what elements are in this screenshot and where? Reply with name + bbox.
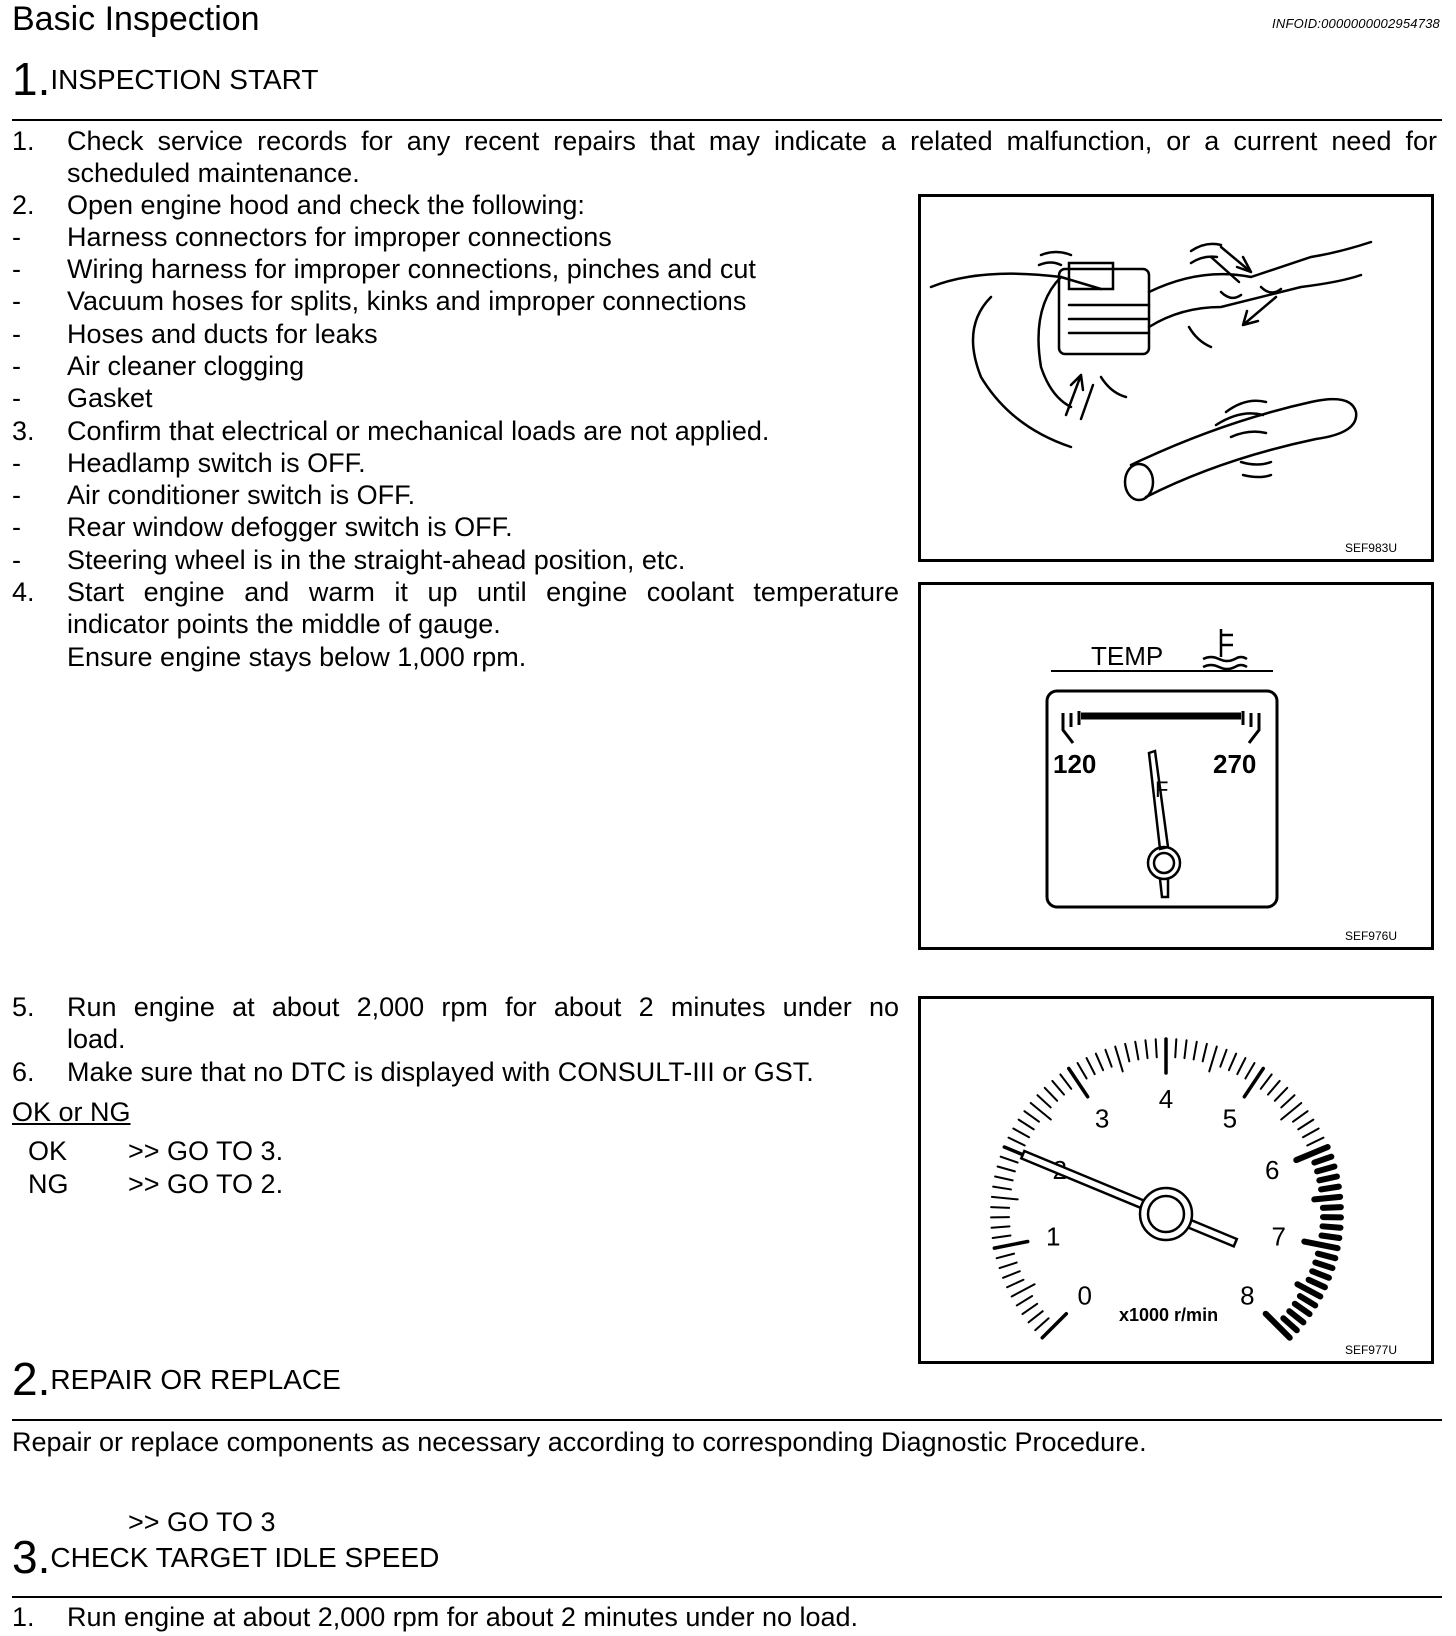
- tach-tick: [1303, 1128, 1319, 1137]
- item-marker: -: [12, 383, 21, 413]
- item-marker: 5.: [12, 992, 35, 1022]
- result-ok-status: OK: [28, 1136, 68, 1166]
- tach-tick: [1019, 1120, 1034, 1130]
- tach-tick: [992, 1197, 1018, 1200]
- item-text: Rear window defogger switch is OFF.: [67, 512, 513, 542]
- tach-tick: [1052, 1081, 1064, 1095]
- item-text: Start engine and warm it up until engine coolant temperature: [67, 577, 899, 607]
- item-marker: -: [12, 319, 21, 349]
- tach-tick: [1042, 1314, 1066, 1338]
- tach-tick: [1069, 1068, 1088, 1096]
- tach-tick: [992, 1226, 1010, 1227]
- item-text: Air cleaner clogging: [67, 351, 305, 381]
- item-marker: 1.: [12, 126, 35, 156]
- tach-tick: [1017, 1296, 1032, 1305]
- item-text: Steering wheel is in the straight-ahead position, etc.: [67, 545, 686, 575]
- tach-tick: [1322, 1236, 1340, 1238]
- step-1-number: 1.: [12, 53, 51, 105]
- item-marker: -: [12, 448, 21, 478]
- tach-tick: [1078, 1063, 1087, 1079]
- step-2-number: 2.: [12, 1353, 51, 1405]
- coolant-temp-icon: [1203, 629, 1247, 669]
- item-text: Run engine at about 2,000 rpm for about 2 minutes under no load.: [67, 1602, 859, 1632]
- figure-temp-gauge: [918, 582, 1434, 950]
- tach-tick: [994, 1242, 1027, 1249]
- tach-unit-label: x1000 r/min: [1119, 1305, 1219, 1325]
- tach-tick: [1314, 1197, 1340, 1200]
- tach-tick: [1261, 1074, 1272, 1088]
- tach-number: 7: [1271, 1221, 1287, 1252]
- item-marker: 6.: [12, 1057, 35, 1087]
- step-3-number: 3.: [12, 1531, 51, 1583]
- temp-low-label: 120: [1053, 749, 1097, 779]
- tach-tick: [1022, 1304, 1037, 1314]
- tach-tick: [1293, 1111, 1308, 1122]
- tach-tick: [995, 1176, 1013, 1180]
- page-title: Basic Inspection: [12, 0, 260, 38]
- tach-tick: [1315, 1263, 1332, 1269]
- item-text: Open engine hood and check the following:: [67, 190, 585, 220]
- item-text: Harness connectors for improper connections: [67, 222, 612, 252]
- tach-tick: [1323, 1226, 1341, 1227]
- tach-tick: [1125, 1044, 1129, 1062]
- tach-tick: [1007, 1280, 1023, 1288]
- item-marker: -: [12, 545, 21, 575]
- tach-tick: [1105, 1050, 1111, 1067]
- item-marker: -: [12, 286, 21, 316]
- tach-tick: [1135, 1042, 1138, 1060]
- tach-tick: [1229, 1054, 1236, 1070]
- tach-number: 6: [1265, 1154, 1280, 1185]
- judgement-label: OK or NG: [12, 1097, 131, 1127]
- tach-tick: [1209, 1047, 1217, 1072]
- item-text: scheduled maintenance.: [67, 158, 360, 188]
- item-text: Run engine at about 2,000 rpm for about 2 minutes under no: [67, 992, 899, 1022]
- tach-tick: [1060, 1074, 1071, 1088]
- tach-tick: [1323, 1207, 1341, 1208]
- figure-tachometer: [918, 996, 1434, 1364]
- temp-gauge-illustration: [921, 585, 1431, 947]
- item-text: load.: [67, 1024, 126, 1054]
- step-1-title: INSPECTION START: [50, 64, 319, 95]
- step-2-rule: [12, 1419, 1442, 1421]
- tach-tick: [1300, 1296, 1315, 1305]
- result-ok-goto-link[interactable]: >> GO TO 3.: [128, 1136, 284, 1166]
- tach-tick: [1012, 1284, 1035, 1296]
- tach-tick: [1307, 1138, 1323, 1146]
- temp-f-label: F: [1155, 777, 1169, 802]
- tach-number: 4: [1158, 1084, 1174, 1114]
- item-marker: -: [12, 351, 21, 381]
- figure-id-3: SEF977U: [1344, 1343, 1397, 1357]
- figure-connector-hose: [918, 194, 1434, 562]
- tach-tick: [1220, 1050, 1226, 1067]
- tach-tick: [1115, 1047, 1123, 1072]
- item-text: Make sure that no DTC is displayed with CONSULT-III or GST.: [67, 1057, 814, 1087]
- item-marker: -: [12, 254, 21, 284]
- tach-number: 5: [1222, 1103, 1238, 1134]
- connector-hose-illustration: [921, 197, 1431, 559]
- item-text: Hoses and ducts for leaks: [67, 319, 378, 349]
- figure-id-1: SEF983U: [1344, 541, 1397, 555]
- tach-tick: [1001, 1157, 1018, 1163]
- tach-tick: [1319, 1176, 1337, 1180]
- step-1-rule: [12, 119, 1442, 121]
- tach-tick: [1096, 1054, 1103, 1070]
- step-2-heading: [12, 1352, 341, 1406]
- tach-tick: [1237, 1058, 1245, 1074]
- item-marker: 3.: [12, 416, 35, 446]
- step-2-title: REPAIR OR REPLACE: [50, 1364, 341, 1395]
- item-marker: -: [12, 222, 21, 252]
- tach-number: 0: [1077, 1280, 1092, 1311]
- tach-number: 1: [1045, 1221, 1061, 1252]
- tach-tick: [1321, 1187, 1339, 1190]
- tach-tick: [1295, 1304, 1310, 1314]
- tach-tick: [1087, 1058, 1095, 1074]
- item-text: Headlamp switch is OFF.: [67, 448, 366, 478]
- item-text: Ensure engine stays below 1,000 rpm.: [67, 642, 527, 672]
- tach-tick: [1003, 1271, 1020, 1278]
- step-3-title: CHECK TARGET IDLE SPEED: [50, 1542, 440, 1573]
- item-marker: -: [12, 480, 21, 510]
- tach-tick: [1268, 1081, 1280, 1095]
- tach-tick: [997, 1254, 1014, 1259]
- item-text: Gasket: [67, 383, 153, 413]
- item-text: indicator points the middle of gauge.: [67, 609, 501, 639]
- figure-id-2: SEF976U: [1344, 929, 1397, 943]
- item-marker: 4.: [12, 577, 35, 607]
- tach-tick: [1194, 1042, 1197, 1060]
- tachometer-illustration: [921, 999, 1431, 1361]
- item-marker: 1.: [12, 1602, 35, 1632]
- temp-label: TEMP: [1091, 641, 1164, 671]
- tach-tick: [1156, 1039, 1157, 1057]
- item-marker: 2.: [12, 190, 35, 220]
- tach-tick: [998, 1166, 1015, 1171]
- tach-tick: [1145, 1040, 1147, 1058]
- tach-tick: [1314, 1157, 1331, 1163]
- item-text: Air conditioner switch is OFF.: [67, 480, 416, 510]
- info-id: INFOID:0000000002954738: [1272, 16, 1440, 31]
- step-2-goto-link[interactable]: >> GO TO 3: [128, 1507, 276, 1537]
- tach-tick: [1289, 1311, 1303, 1322]
- tach-tick: [993, 1187, 1011, 1190]
- item-text: Vacuum hoses for splits, kinks and improper connections: [67, 286, 747, 316]
- item-text: Check service records for any recent repairs that may indicate a related malfunction, or a current need for: [67, 126, 1437, 156]
- tach-tick: [1035, 1318, 1048, 1330]
- item-text: Wiring harness for improper connections, pinches and cut: [67, 254, 756, 284]
- tach-tick: [1009, 1138, 1025, 1146]
- tach-tick: [1024, 1111, 1039, 1122]
- tach-tick: [1244, 1068, 1263, 1096]
- tach-tick: [1317, 1166, 1334, 1171]
- tach-tick: [1281, 1095, 1294, 1107]
- tach-tick: [1013, 1128, 1029, 1137]
- step-2-text: Repair or replace components as necessary according to corresponding Diagnostic Procedure.: [12, 1427, 1147, 1457]
- tach-tick: [1037, 1095, 1050, 1107]
- item-marker: -: [12, 512, 21, 542]
- tach-tick: [1283, 1318, 1296, 1330]
- tach-tick: [1304, 1242, 1337, 1249]
- tach-tick: [1245, 1063, 1254, 1079]
- tach-tick: [1175, 1039, 1176, 1057]
- tach-tick: [1184, 1040, 1186, 1058]
- tach-tick: [1045, 1088, 1057, 1101]
- step-1-heading: [12, 52, 318, 106]
- temp-needle: [1148, 751, 1180, 897]
- step-3-rule: [12, 1596, 1442, 1598]
- tach-tick: [1312, 1271, 1329, 1278]
- tach-tick: [1000, 1263, 1017, 1269]
- tach-tick: [993, 1236, 1011, 1238]
- temp-high-label: 270: [1213, 749, 1257, 779]
- tach-tick: [991, 1207, 1009, 1208]
- tach-tick: [1275, 1088, 1287, 1101]
- tach-tick: [1298, 1120, 1313, 1130]
- tach-number: 8: [1240, 1280, 1255, 1311]
- tach-tick: [1309, 1280, 1325, 1288]
- result-ng-status: NG: [28, 1169, 69, 1199]
- tach-number: 3: [1094, 1103, 1110, 1134]
- tach-tick: [1203, 1044, 1207, 1062]
- result-ng-goto-link[interactable]: >> GO TO 2.: [128, 1169, 284, 1199]
- step-3-heading: [12, 1530, 439, 1584]
- tach-tick: [1318, 1254, 1335, 1259]
- tach-tick: [1029, 1311, 1043, 1322]
- item-text: Confirm that electrical or mechanical loads are not applied.: [67, 416, 770, 446]
